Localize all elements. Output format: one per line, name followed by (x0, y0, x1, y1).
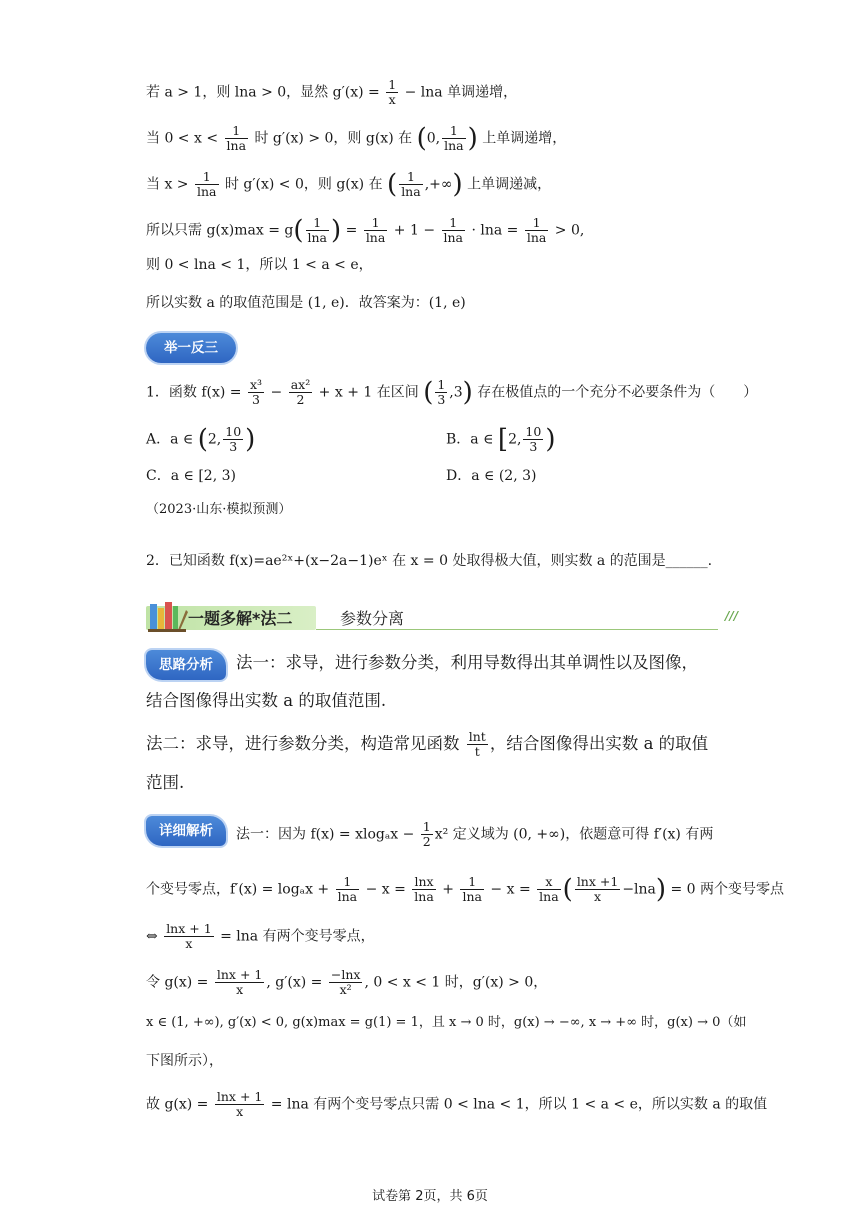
detail-line-6: 下图所示）， (146, 1053, 223, 1069)
solution-line-2: 当 0 < x < $\frac{1}{\ln a}$ 时 g′(x) > 0，则 g(x) 在 (0, $\frac{1}{\ln a}$ ) 上单调递增， (146, 123, 567, 154)
question-1: 1．函数 f(x) = $\frac{\text{x³}}{3}$ − $\frac{\text{ax²}}{2}$ + x + 1 在区间 ( $\frac{1}{3}$ ,3) 存在极值点的一个充分不必要条件为（ ） (146, 377, 758, 408)
analysis-line-1: 法一：求导，进行参数分类，利用导数得出其单调性以及图像， (236, 653, 698, 672)
section-title: 一题多解*法二 (188, 609, 293, 628)
solution-line-1 (146, 78, 517, 107)
detail-badge: 详细解析 (146, 816, 226, 846)
page-footer: 试卷第 2页，共 6页 (372, 1189, 488, 1204)
books-icon (148, 600, 188, 634)
solution-line-5: 则 0 < lna < 1，所以 1 < a < e， (146, 257, 373, 273)
option-d: D．a ∈ (2, 3) (446, 468, 537, 484)
text: − lna 单调递增， (400, 84, 518, 101)
analysis-line-2: 结合图像得出实数 a 的取值范围. (146, 691, 387, 710)
option-c: C．a ∈ [2, 3) (146, 468, 236, 484)
section-header (146, 600, 738, 634)
detail-line-2: 个变号零点，f′(x) = logₐx + $\frac{1}{\ln a}$ − x = $\frac{\ln x}{\ln a}$ + $\frac{1}{\ln a}$ − x = $\frac{x}{\ln a}$ ( $\frac{\ln x +1}{x}$ −lna) = 0 两个变号零点 (146, 874, 785, 905)
fraction: $\frac{1}{x}$ (388, 77, 397, 107)
text: 若 a > 1，则 lna > 0，显然 g′(x) = (146, 84, 385, 101)
option-a: A．a ∈ (2, $\frac{10}{3}$ ) (146, 424, 256, 455)
solution-line-4: 所以只需 g(x)max = g( $\frac{1}{\ln a}$ ) = $\frac{1}{\ln a}$ + 1 − $\frac{1}{\ln a}$ · lna = $\frac{1}{\ln a}$ > 0, (146, 215, 585, 246)
question-2: 2．已知函数 f(x)=ae²ˣ+(x−2a−1)eˣ 在 x = 0 处取得极大值，则实数 a 的范围是______. (146, 553, 713, 569)
option-b: B．a ∈ [2, $\frac{10}{3}$ ) (446, 424, 556, 455)
detail-line-5: x ∈ (1, +∞), g′(x) < 0, g(x)max = g(1) = 1，且 x → 0 时，g(x) → −∞, x → +∞ 时，g(x) → 0（如 (146, 1015, 747, 1030)
question-source: （2023·山东·模拟预测） (146, 502, 292, 517)
practice-badge: 举一反三 (146, 333, 236, 363)
section-slashes: /// (724, 609, 738, 623)
solution-line-3: 当 x > $\frac{1}{\ln a}$ 时 g′(x) < 0，则 g(x) 在 ( $\frac{1}{\ln a}$ ,+∞) 上单调递减， (146, 169, 552, 200)
section-subtitle: 参数分离 (340, 609, 405, 628)
detail-line-4: 令 g(x) = $\frac{\ln x + 1}{x}$ , g′(x) = $\frac{-\ln x}{\text{x²}}$ , 0 < x < 1 时，g′(x) > 0， (146, 967, 548, 997)
analysis-line-4: 范围. (146, 773, 185, 792)
analysis-badge: 思路分析 (146, 650, 226, 680)
detail-line-3: ⇔ $\frac{\ln x + 1}{x}$ = lna 有两个变号零点， (146, 921, 375, 951)
detail-line-1: 法一：因为 f(x) = xlogₐx − $\frac{1}{2}$ x² 定义域为 (0, +∞)，依题意可得 f′(x) 有两 (236, 819, 714, 849)
analysis-line-3: 法二：求导，进行参数分类，构造常见函数 $\frac{\ln t}{t}$ ，结合图像得出实数 a 的取值 (146, 729, 709, 759)
solution-line-6: 所以实数 a 的取值范围是 (1, e)．故答案为：(1, e) (146, 295, 466, 311)
section-rule (316, 629, 718, 630)
detail-line-7: 故 g(x) = $\frac{\ln x + 1}{x}$ = lna 有两个变号零点只需 0 < lna < 1，所以 1 < a < e，所以实数 a 的取值 (146, 1089, 768, 1119)
